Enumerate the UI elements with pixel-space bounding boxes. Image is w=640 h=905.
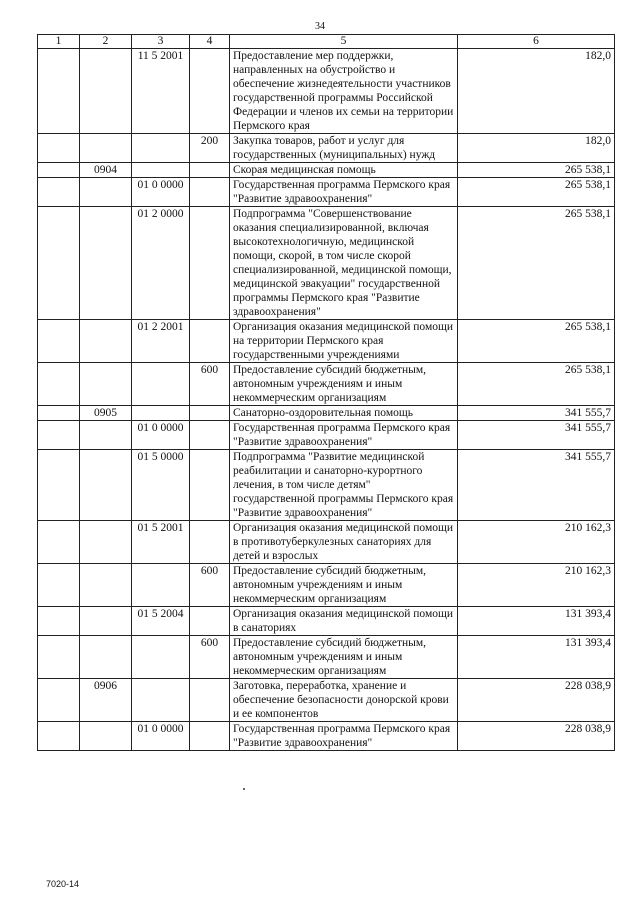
table-row: [38, 607, 615, 636]
cell-c4: [190, 207, 230, 320]
footer-code: 7020-14: [46, 879, 80, 889]
header-col-6: 6: [458, 35, 615, 49]
cell-c3: [132, 163, 190, 178]
cell-c6: 341 555,7: [458, 450, 615, 521]
table-row: [38, 178, 615, 207]
cell-c2: [80, 421, 132, 450]
table-row: [38, 163, 615, 178]
cell-c2: 0906: [80, 679, 132, 722]
cell-c2: [80, 521, 132, 564]
table-row: [38, 679, 615, 722]
table-row: [38, 320, 615, 363]
cell-c1: [38, 564, 80, 607]
cell-c4: [190, 722, 230, 751]
cell-c1: [38, 722, 80, 751]
cell-c5: Предоставление субсидий бюджетным, автономным учреждениям и иным некоммерческим организациям: [230, 564, 458, 607]
cell-c5: Организация оказания медицинской помощи в противотуберкулезных санаториях для детей и взрослых: [230, 521, 458, 564]
header-col-5: 5: [230, 35, 458, 49]
cell-c4: [190, 163, 230, 178]
cell-c2: [80, 207, 132, 320]
cell-c4: [190, 421, 230, 450]
cell-c2: [80, 320, 132, 363]
cell-c5: Государственная программа Пермского края "Развитие здравоохранения": [230, 178, 458, 207]
cell-c6: 265 538,1: [458, 178, 615, 207]
cell-c6: 265 538,1: [458, 320, 615, 363]
cell-c6: 210 162,3: [458, 521, 615, 564]
header-col-1: 1: [38, 35, 80, 49]
cell-c3: 01 2 2001: [132, 320, 190, 363]
cell-c2: [80, 636, 132, 679]
table-row: [38, 722, 615, 751]
cell-c3: 11 5 2001: [132, 49, 190, 134]
header-col-3: 3: [132, 35, 190, 49]
cell-c4: 200: [190, 134, 230, 163]
cell-c5: Подпрограмма "Развитие медицинской реабилитации и санаторно-курортного лечения, в том числе детям" государственной программы Пермского края "Развитие здравоохранения": [230, 450, 458, 521]
cell-c1: [38, 679, 80, 722]
cell-c5: Организация оказания медицинской помощи на территории Пермского края государственными учреждениями: [230, 320, 458, 363]
cell-c6: 228 038,9: [458, 722, 615, 751]
cell-c2: 0905: [80, 406, 132, 421]
cell-c3: [132, 134, 190, 163]
header-row: [38, 35, 615, 49]
budget-table: [37, 34, 615, 751]
cell-c3: [132, 679, 190, 722]
cell-c1: [38, 450, 80, 521]
table-row: [38, 636, 615, 679]
cell-c5: Организация оказания медицинской помощи в санаториях: [230, 607, 458, 636]
cell-c4: [190, 49, 230, 134]
header-col-4: 4: [190, 35, 230, 49]
cell-c6: 210 162,3: [458, 564, 615, 607]
table-row: [38, 134, 615, 163]
cell-c3: 01 2 0000: [132, 207, 190, 320]
cell-c3: 01 0 0000: [132, 722, 190, 751]
cell-c5: Подпрограмма "Совершенствование оказания специализированной, включая высокотехнологичную, медицинской помощи, скорой, в том числе скорой специализированной, медицинской помощи, медицинской эвакуации" государственной программы Пермского края "Развитие здравоохранения": [230, 207, 458, 320]
cell-c6: 341 555,7: [458, 421, 615, 450]
table-row: [38, 564, 615, 607]
table-row: [38, 450, 615, 521]
cell-c5: Предоставление мер поддержки, направленных на обустройство и обеспечение жизнедеятельности участников государственной программы Российской Федерации и членов их семьи на территории Пермского края: [230, 49, 458, 134]
cell-c4: [190, 607, 230, 636]
cell-c1: [38, 134, 80, 163]
cell-c4: 600: [190, 363, 230, 406]
cell-c4: [190, 178, 230, 207]
cell-c5: Закупка товаров, работ и услуг для государственных (муниципальных) нужд: [230, 134, 458, 163]
cell-c5: Предоставление субсидий бюджетным, автономным учреждениям и иным некоммерческим организациям: [230, 636, 458, 679]
cell-c3: 01 5 2001: [132, 521, 190, 564]
page-number: 34: [315, 21, 325, 32]
cell-c1: [38, 363, 80, 406]
cell-c6: 131 393,4: [458, 636, 615, 679]
cell-c1: [38, 207, 80, 320]
cell-c1: [38, 636, 80, 679]
table-row: [38, 207, 615, 320]
cell-c3: 01 5 0000: [132, 450, 190, 521]
table-row: [38, 363, 615, 406]
cell-c3: 01 0 0000: [132, 421, 190, 450]
cell-c6: 228 038,9: [458, 679, 615, 722]
cell-c2: [80, 363, 132, 406]
cell-c4: [190, 320, 230, 363]
table-row: [38, 421, 615, 450]
cell-c2: [80, 722, 132, 751]
cell-c4: [190, 406, 230, 421]
cell-c2: [80, 450, 132, 521]
cell-c5: Государственная программа Пермского края "Развитие здравоохранения": [230, 421, 458, 450]
cell-c2: [80, 49, 132, 134]
cell-c1: [38, 178, 80, 207]
cell-c6: 131 393,4: [458, 607, 615, 636]
cell-c1: [38, 421, 80, 450]
cell-c4: [190, 521, 230, 564]
table-row: [38, 49, 615, 134]
cell-c1: [38, 406, 80, 421]
cell-c3: [132, 363, 190, 406]
cell-c5: Санаторно-оздоровительная помощь: [230, 406, 458, 421]
cell-c4: 600: [190, 636, 230, 679]
cell-c4: [190, 679, 230, 722]
cell-c3: [132, 564, 190, 607]
cell-c1: [38, 163, 80, 178]
cell-c6: 341 555,7: [458, 406, 615, 421]
cell-c1: [38, 521, 80, 564]
cell-c5: Скорая медицинская помощь: [230, 163, 458, 178]
cell-c1: [38, 49, 80, 134]
cell-c3: 01 5 2004: [132, 607, 190, 636]
cell-c6: 182,0: [458, 49, 615, 134]
cell-c2: [80, 134, 132, 163]
header-col-2: 2: [80, 35, 132, 49]
cell-c6: 265 538,1: [458, 163, 615, 178]
scan-speck: [243, 788, 245, 790]
cell-c5: Государственная программа Пермского края "Развитие здравоохранения": [230, 722, 458, 751]
cell-c3: [132, 406, 190, 421]
cell-c1: [38, 607, 80, 636]
table-row: [38, 521, 615, 564]
cell-c4: 600: [190, 564, 230, 607]
cell-c2: [80, 178, 132, 207]
cell-c2: 0904: [80, 163, 132, 178]
cell-c2: [80, 564, 132, 607]
cell-c3: [132, 636, 190, 679]
cell-c1: [38, 320, 80, 363]
cell-c6: 265 538,1: [458, 363, 615, 406]
table-row: [38, 406, 615, 421]
cell-c5: Предоставление субсидий бюджетным, автономным учреждениям и иным некоммерческим организациям: [230, 363, 458, 406]
cell-c6: 182,0: [458, 134, 615, 163]
cell-c2: [80, 607, 132, 636]
cell-c5: Заготовка, переработка, хранение и обеспечение безопасности донорской крови и ее компонентов: [230, 679, 458, 722]
cell-c3: 01 0 0000: [132, 178, 190, 207]
cell-c6: 265 538,1: [458, 207, 615, 320]
cell-c4: [190, 450, 230, 521]
